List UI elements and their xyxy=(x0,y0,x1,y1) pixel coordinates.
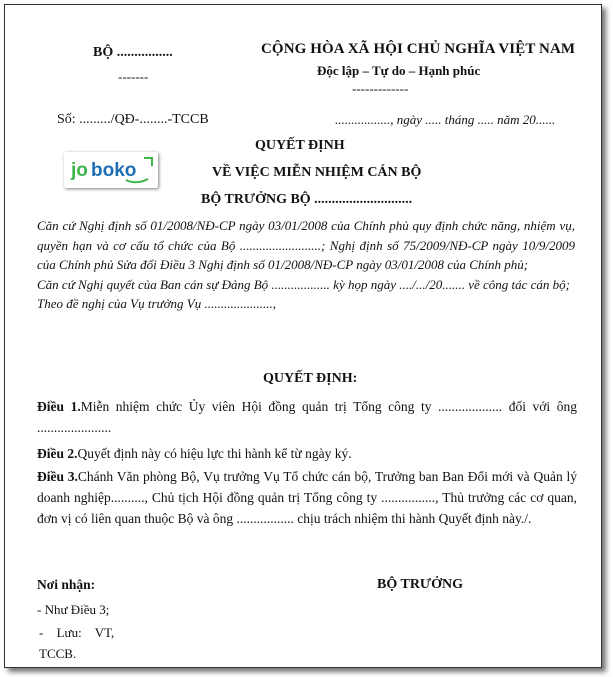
decision-heading: QUYẾT ĐỊNH: xyxy=(263,371,358,386)
title-minister: BỘ TRƯỞNG BỘ ............................ xyxy=(201,192,413,207)
recipient-item: - Như Điều 3; xyxy=(37,602,110,617)
signer-title: BỘ TRƯỞNG xyxy=(377,577,463,592)
article-3-label: Điều 3. xyxy=(37,469,78,484)
article-2 xyxy=(37,443,577,464)
recipient-item: - Lưu: VT, xyxy=(39,625,115,640)
article-1 xyxy=(37,396,577,438)
basis-resolution: Căn cứ Nghị quyết của Ban cán sự Đảng Bộ .................. kỳ họp ngày ..../.../20....... về công tác cán bộ; xyxy=(37,276,570,292)
article-3 xyxy=(37,466,577,529)
svg-text:boko: boko xyxy=(91,160,137,181)
country-name: CỘNG HÒA XÃ HỘI CHỦ NGHĨA VIỆT NAM xyxy=(261,41,576,57)
title-subject: VỀ VIỆC MIỄN NHIỆM CÁN BỘ xyxy=(212,165,422,180)
joboko-logo-icon xyxy=(64,152,158,188)
svg-text:jo: jo xyxy=(71,160,88,181)
basis-proposal: Theo đề nghị của Vụ trưởng Vụ ....................., xyxy=(37,296,276,311)
article-2-label: Điều 2. xyxy=(37,446,78,461)
legal-basis xyxy=(37,216,575,314)
motto-underline: ------------- xyxy=(352,81,409,96)
ministry-underline: ------- xyxy=(118,69,149,84)
document-page xyxy=(4,4,602,668)
basis-decree: Căn cứ Nghị định số 01/2008/NĐ-CP ngày 03/01/2008 của Chính phủ quy định chức năng, nhiệm vụ, quyền hạn và cơ cấu tổ chức của Bộ .........................; Nghị định số 75/2009/NĐ-CP ngày 10/9/2009 của Chính phủ Sửa đổi Điều 3 Nghị định số 01/2008/NĐ-CP ngày 03/01/2008 của Chính phủ; xyxy=(37,218,575,272)
article-1-label: Điều 1. xyxy=(37,399,81,414)
recipients-label: Nơi nhận: xyxy=(37,577,96,592)
article-2-text: Quyết định này có hiệu lực thi hành kể từ ngày ký. xyxy=(77,446,352,461)
recipient-item: TCCB. xyxy=(39,646,77,661)
article-1-text: Miễn nhiệm chức Ủy viên Hội đồng quản trị Tổng công ty ................... đối với ông ...................... xyxy=(37,399,577,435)
title-decision: QUYẾT ĐỊNH xyxy=(255,138,345,153)
national-motto: Độc lập – Tự do – Hạnh phúc xyxy=(317,63,481,78)
article-3-text: Chánh Văn phòng Bộ, Vụ trưởng Vụ Tổ chức cán bộ, Trưởng ban Ban Đổi mới và Quản lý doanh nghiệp.........., Chủ tịch Hội đồng quản trị Tổng công ty ................, Thủ trưởng các cơ quan, đơn vị có liên quan thuộc Bộ và ông ................. chịu trách nhiệm thi hành Quyết định này./. xyxy=(37,469,578,526)
joboko-logo xyxy=(64,152,158,188)
document-number: Số: ........./QĐ-........-TCCB xyxy=(57,112,209,127)
ministry-name: BỘ ................ xyxy=(93,45,173,60)
document-date: ................., ngày ..... tháng ..... năm 20...... xyxy=(335,112,556,127)
